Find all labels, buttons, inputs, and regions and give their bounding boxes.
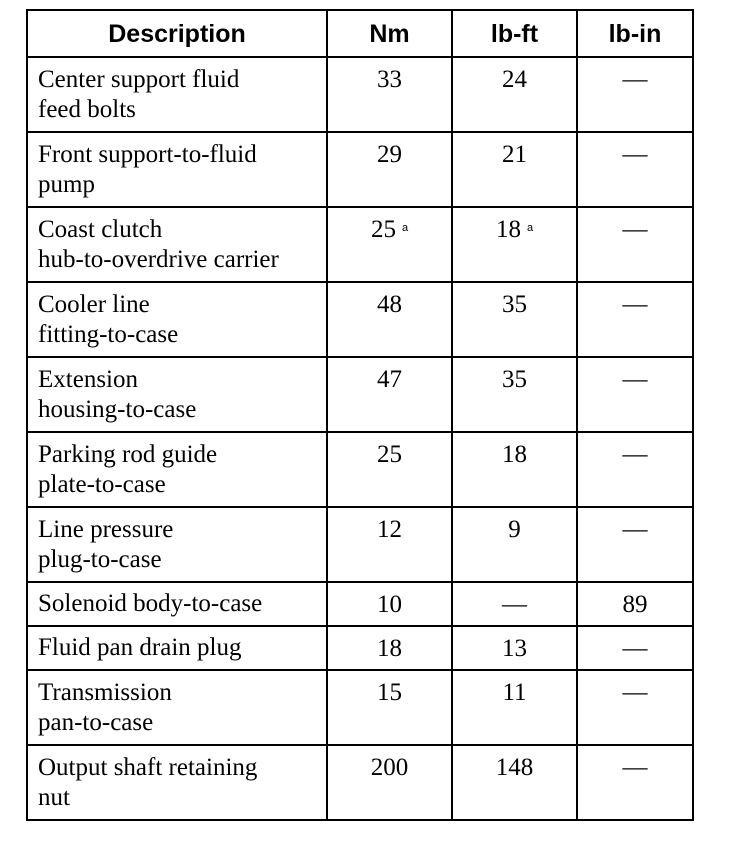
description-line: pump — [38, 171, 95, 198]
cell-lb-in-value: — — [622, 216, 648, 243]
cell-nm — [327, 626, 452, 670]
cell-description — [27, 626, 327, 670]
cell-lb-in — [577, 132, 693, 207]
cell-nm-value: 18 — [377, 635, 402, 662]
cell-lb-in-value: — — [622, 141, 648, 168]
description-line: plate-to-case — [38, 471, 166, 498]
cell-lb-ft — [452, 626, 577, 670]
cell-lb-in — [577, 507, 693, 582]
cell-lb-ft-value: 35 — [502, 366, 527, 393]
cell-lb-in-value: — — [622, 635, 648, 662]
cell-lb-ft — [452, 670, 577, 745]
cell-lb-ft-value: 13 — [502, 635, 527, 662]
description-line: Transmission — [38, 679, 172, 706]
description-line: pan-to-case — [38, 709, 154, 736]
description-line: hub-to-overdrive carrier — [38, 246, 279, 273]
cell-lb-ft-value: 18 — [502, 441, 527, 468]
cell-description — [27, 132, 327, 207]
description-line: Line pressure — [38, 516, 174, 543]
cell-lb-ft-value: 11 — [502, 679, 527, 706]
description-line: Front support-to-fluid — [38, 141, 257, 168]
description-line: Output shaft retaining — [38, 754, 258, 781]
table-row — [27, 432, 693, 507]
cell-description — [27, 57, 327, 132]
cell-nm — [327, 282, 452, 357]
description-line: feed bolts — [38, 96, 136, 123]
cell-nm-value: 33 — [377, 66, 402, 93]
cell-lb-in — [577, 207, 693, 282]
header-description: Description — [27, 10, 327, 57]
cell-lb-ft-value: 21 — [502, 141, 527, 168]
cell-nm-value: 25 — [370, 216, 396, 243]
cell-lb-in — [577, 745, 693, 820]
cell-lb-ft-value: 18 — [495, 216, 521, 243]
cell-lb-ft — [452, 357, 577, 432]
footnote-marker: a — [526, 222, 534, 234]
cell-lb-ft-value: — — [502, 591, 527, 618]
cell-description — [27, 282, 327, 357]
cell-nm — [327, 582, 452, 626]
table-row — [27, 282, 693, 357]
cell-description — [27, 582, 327, 626]
cell-lb-in-value: — — [622, 66, 648, 93]
cell-lb-ft — [452, 507, 577, 582]
cell-nm — [327, 132, 452, 207]
cell-nm-value: 15 — [377, 679, 402, 706]
cell-lb-ft — [452, 745, 577, 820]
table-row — [27, 626, 693, 670]
table-row — [27, 132, 693, 207]
description-line: Cooler line — [38, 291, 150, 318]
cell-lb-in — [577, 670, 693, 745]
cell-nm-value: 29 — [377, 141, 402, 168]
cell-lb-ft-value: 24 — [502, 66, 527, 93]
cell-description — [27, 357, 327, 432]
table-row — [27, 745, 693, 820]
header-nm: Nm — [327, 10, 452, 57]
cell-lb-in-value: — — [622, 516, 648, 543]
cell-lb-in-value: — — [622, 366, 648, 393]
cell-nm — [327, 57, 452, 132]
table-row — [27, 670, 693, 745]
table-row — [27, 207, 693, 282]
cell-lb-ft-value: 148 — [495, 754, 534, 781]
table-row — [27, 582, 693, 626]
cell-lb-ft-value: 35 — [502, 291, 527, 318]
cell-nm — [327, 507, 452, 582]
description-line: housing-to-case — [38, 396, 197, 423]
cell-description — [27, 670, 327, 745]
table-row — [27, 357, 693, 432]
cell-description — [27, 432, 327, 507]
cell-lb-in — [577, 57, 693, 132]
cell-nm-value: 200 — [370, 754, 409, 781]
header-lb-in: lb-in — [577, 10, 693, 57]
cell-nm-value: 48 — [377, 291, 402, 318]
cell-nm-value: 12 — [377, 516, 402, 543]
cell-lb-in — [577, 626, 693, 670]
description-line: Center support fluid — [38, 66, 240, 93]
table-row — [27, 57, 693, 132]
cell-nm — [327, 670, 452, 745]
cell-description — [27, 507, 327, 582]
cell-lb-ft — [452, 207, 577, 282]
cell-lb-in-value: — — [622, 441, 648, 468]
cell-nm — [327, 745, 452, 820]
description-line: plug-to-case — [38, 546, 162, 573]
table-body — [27, 57, 693, 820]
cell-lb-ft-value: 9 — [508, 516, 521, 543]
cell-lb-in — [577, 282, 693, 357]
cell-description — [27, 745, 327, 820]
description-line: Parking rod guide — [38, 441, 218, 468]
description-line: Solenoid body-to-case — [38, 590, 263, 617]
cell-lb-ft — [452, 432, 577, 507]
cell-lb-in-value: 89 — [622, 591, 648, 618]
description-line: fitting-to-case — [38, 321, 179, 348]
cell-lb-ft — [452, 282, 577, 357]
cell-nm-value: 47 — [377, 366, 402, 393]
cell-lb-ft — [452, 132, 577, 207]
description-line: Coast clutch — [38, 216, 163, 243]
cell-nm-value: 25 — [377, 441, 402, 468]
cell-description — [27, 207, 327, 282]
cell-lb-in-value: — — [622, 679, 648, 706]
cell-lb-in — [577, 432, 693, 507]
cell-lb-in-value: — — [622, 754, 648, 781]
description-line: nut — [38, 784, 70, 811]
cell-nm — [327, 357, 452, 432]
footnote-marker: a — [401, 222, 409, 234]
header-lb-ft: lb-ft — [452, 10, 577, 57]
cell-lb-in-value: — — [622, 291, 648, 318]
cell-lb-in — [577, 582, 693, 626]
cell-lb-ft — [452, 57, 577, 132]
table-row — [27, 507, 693, 582]
cell-nm-value: 10 — [377, 591, 402, 618]
cell-lb-ft — [452, 582, 577, 626]
cell-nm — [327, 432, 452, 507]
cell-nm — [327, 207, 452, 282]
description-line: Fluid pan drain plug — [38, 634, 242, 661]
torque-spec-table — [26, 9, 694, 821]
description-line: Extension — [38, 366, 138, 393]
header-row — [27, 10, 693, 57]
cell-lb-in — [577, 357, 693, 432]
